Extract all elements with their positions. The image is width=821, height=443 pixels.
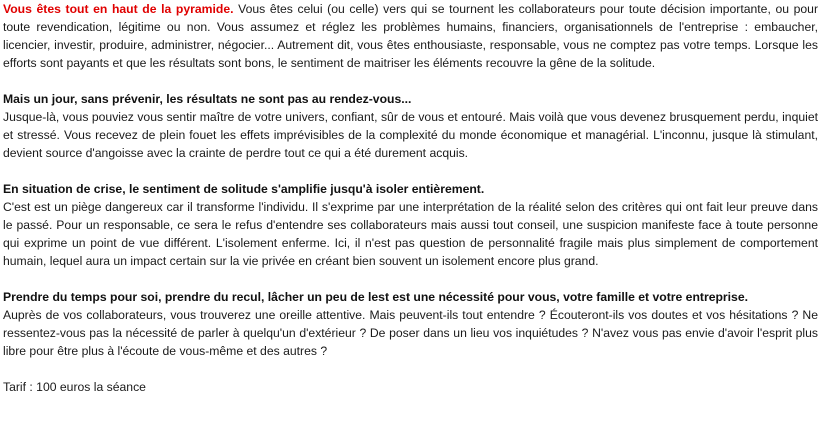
section-body-time: Auprès de vos collaborateurs, vous trouverez une oreille attentive. Mais peuvent-ils tout entendre ? Écouteront-ils vos doutes et vos hésitations ? Ne ressentez-vous pas la nécessité de parler à quelqu'un d'extérieur ? De poser dans un lieu vos inquiétudes ? N'avez vous pas envie d'avoir l'esprit plus libre pour être plus à l'écoute de vous-même et des autres ? — [3, 308, 818, 358]
spacer — [3, 72, 818, 90]
section-heading-time: Prendre du temps pour soi, prendre du recul, lâcher un peu de lest est une nécessité pour vous, votre famille et votre entreprise. — [3, 290, 748, 304]
spacer — [3, 162, 818, 180]
section-body-crisis: C'est est un piège dangereux car il transforme l'individu. Il s'exprime par une interprétation de la réalité selon des critères qui ont fait leur preuve dans le passé. Pour un responsable, ce sera le refus d'entendre ses collaborateurs mais aussi tout conseil, une suspicion manifeste face à toute personne qui exprime un point de vue différent. L'isolement enferme. Ici, il n'est pas question de personnalité fragile mais plus simplement de comportement humain, lequel aura un impact certain sur la vie privée en créant bien souvent un isolement encore plus grand. — [3, 200, 818, 268]
spacer — [3, 270, 818, 288]
intro-lead: Vous êtes tout en haut de la pyramide. — [3, 2, 234, 16]
section-heading-results: Mais un jour, sans prévenir, les résultats ne sont pas au rendez-vous... — [3, 92, 412, 106]
tarif-line: Tarif : 100 euros la séance — [3, 380, 146, 394]
spacer — [3, 360, 818, 378]
section-body-results: Jusque-là, vous pouviez vous sentir maître de votre univers, confiant, sûr de vous et entouré. Mais voilà que vous devenez brusquement perdu, inquiet et stressé. Vous recevez de plein fouet les effets imprévisibles de la complexité du monde économique et managérial. L'inconnu, jusque là stimulant, devient source d'angoisse avec la crainte de perdre tout ce qui a été durement acquis. — [3, 110, 818, 160]
intro-text: Vous êtes celui (ou celle) vers qui se tournent les collaborateurs pour toute décision importante, ou pour toute revendication, légitime ou non. Vous assumez et réglez les problèmes humains, financiers, organisationnels de l'entreprise : embaucher, licencier, investir, produire, administrer, négocier... Autrement dit, vous êtes enthousiaste, responsable, vous ne comptez pas votre temps. Lorsque les efforts sont payants et que les résultats sont bons, le sentiment de maitriser les éléments recouvre la gêne de la solitude. — [3, 2, 819, 70]
intro-paragraph — [3, 0, 818, 72]
section-heading-crisis: En situation de crise, le sentiment de solitude s'amplifie jusqu'à isoler entièrement. — [3, 182, 485, 196]
